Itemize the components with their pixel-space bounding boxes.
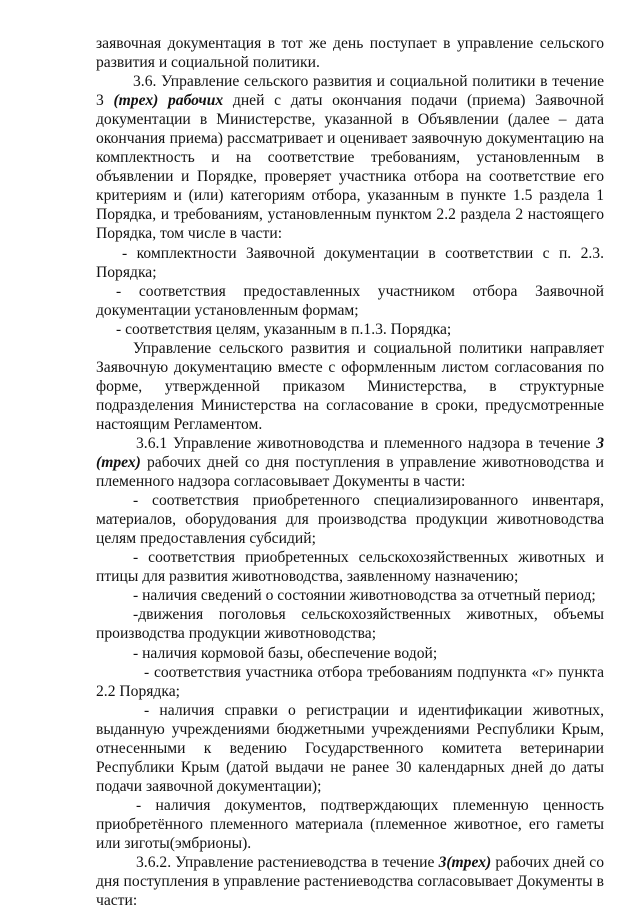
paragraph-3-6-body: дней с даты окончания подачи (приема) Заявочной документации в Министерстве, указанной в Объявлении (далее – дата окончания приема) рассматривает и оценивает заявочную документацию на комплектность и на соответствие требованиям, установленным в объявлении и Порядке, проверяет участника отбора на соответствие его критериям и (или) категориям отбора, указанным в пункте 1.5 раздела 1 Порядка, и требованиям, установленным пунктом 2.2 раздела 2 настоящего Порядка, том числе в части:	[96, 92, 604, 243]
paragraph-3-6-2-lead: 3.6.2. Управление растениеводства в течение	[136, 854, 439, 872]
list-item-purpose-compliance: - соответствия целям, указанным в п.1.3. Порядка;	[116, 320, 452, 338]
list-item-subpoint-g: - соответствия участника отбора требованиям подпункта «г» пункта 2.2 Порядка;	[96, 663, 604, 700]
paragraph-3-6	[96, 72, 604, 243]
paragraph-3-6-2-body: рабочих дней со дня поступления в управление растениеводства согласовывает Документы в части:	[96, 854, 604, 910]
list-item-breeding-value: - наличия документов, подтверждающих племенную ценность приобретённого племенного материала (племенное животное, его гаметы или зиготы(эмбрионы).	[96, 796, 604, 852]
list-item-completeness: - комплектности Заявочной документации в соответствии с п. 2.3. Порядка;	[96, 244, 604, 281]
paragraph-routing: Управление сельского развития и социальной политики направляет Заявочную документацию вместе с оформленным листом согласования по форме, утвержденной приказом Министерства, в структурные подразделения Министерства на согласование в сроки, предусмотренные настоящим Регламентом.	[96, 339, 604, 433]
paragraph-3-6-2-emphasis: 3(трех)	[438, 854, 492, 872]
list-item-livestock-status: - наличия сведений о состоянии животноводства за отчетный период;	[133, 587, 596, 605]
paragraph-3-6-1-emphasis: 3 (трех)	[96, 434, 604, 472]
list-item-livestock: - соответствия приобретенных сельскохозяйственных животных и птицы для развития животноводства, заявленному назначению;	[96, 549, 604, 586]
paragraph-3-6-lead: 3.6. Управление сельского развития и социальной политики в течение 3	[96, 73, 604, 110]
list-item-inventory: - соответствия приобретенного специализированного инвентаря, материалов, оборудования для производства продукции животноводства целям предоставления субсидий;	[96, 492, 604, 548]
paragraph-3-6-emphasis: (трех) рабочих	[113, 92, 224, 110]
list-item-herd-movement: -движения поголовья сельскохозяйственных животных, объемы производства продукции животноводства;	[96, 606, 604, 643]
paragraph-3-6-2	[96, 853, 604, 910]
list-item-registration-certificate: - наличия справки о регистрации и идентификации животных, выданную учреждениями бюджетными учреждениями Республики Крым, отнесенными к ведению Государственного комитета ветеринарии Республики Крым (датой выдачи не ранее 30 календарных дней до даты подачи заявочной документации);	[96, 701, 604, 795]
paragraph-intro: заявочная документация в тот же день поступает в управление сельского развития и социальной политики.	[96, 35, 604, 72]
paragraph-3-6-1	[96, 434, 604, 491]
paragraph-3-6-1-lead: 3.6.1 Управление животноводства и племенного надзора в течение	[136, 434, 597, 452]
paragraph-3-6-1-body: рабочих дней со дня поступления в управление животноводства и племенного надзора согласовывает Документы в части:	[96, 454, 604, 491]
list-item-form-compliance: - соответствия предоставленных участником отбора Заявочной документации установленным формам;	[96, 282, 604, 319]
list-item-feed-base: - наличия кормовой базы, обеспечение водой;	[133, 644, 438, 662]
